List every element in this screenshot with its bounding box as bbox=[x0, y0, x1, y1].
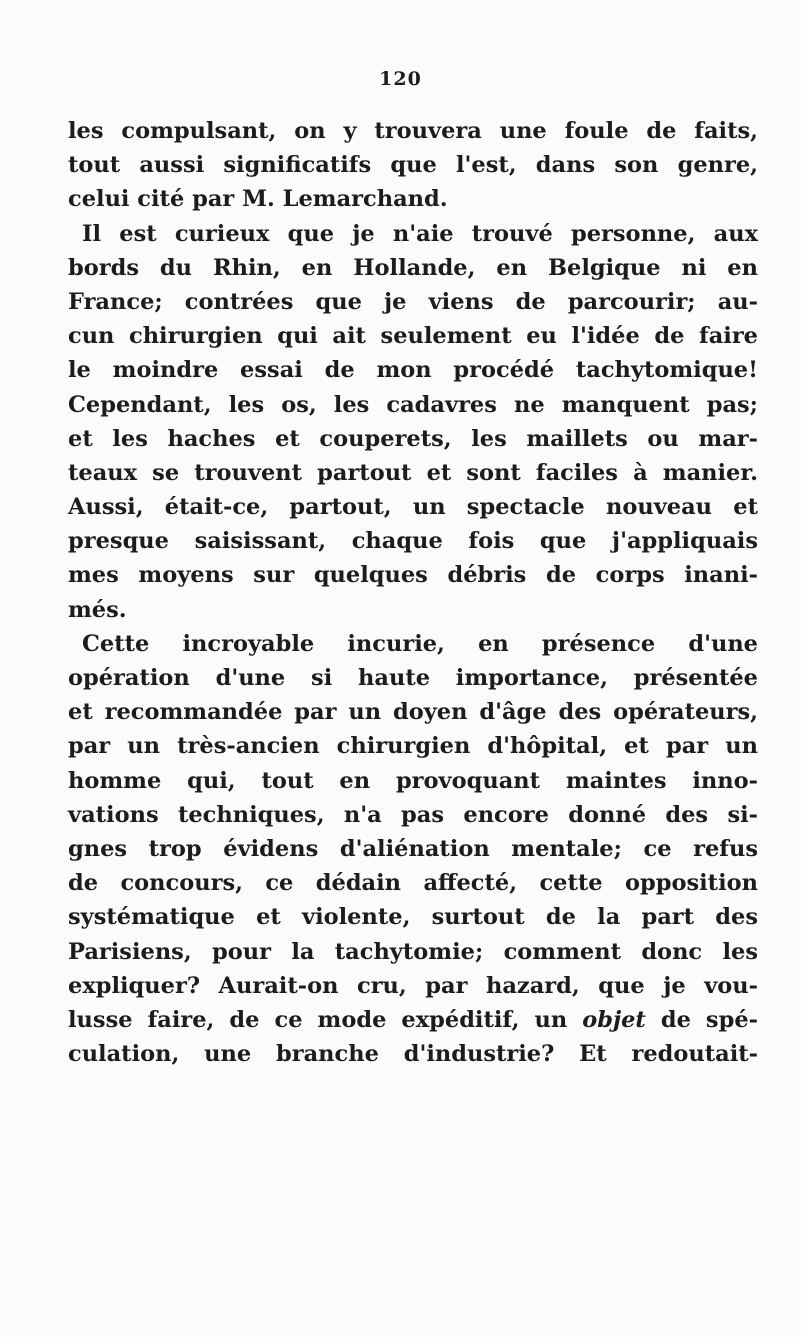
text-line: més. bbox=[68, 596, 127, 623]
text-line: vations techniques, n'a pas encore donné des si- bbox=[68, 801, 758, 828]
body-text bbox=[68, 114, 758, 1071]
page-number: 120 bbox=[379, 68, 422, 90]
text-line: bords du Rhin, en Hollande, en Belgique ni en bbox=[68, 254, 758, 281]
text-line: celui cité par M. Lemarchand. bbox=[68, 186, 448, 213]
text-line: France; contrées que je viens de parcourir; au- bbox=[68, 288, 758, 315]
text-line: de concours, ce dédain affecté, cette opposition bbox=[68, 870, 758, 897]
text-line: cun chirurgien qui ait seulement eu l'idée de faire bbox=[68, 323, 758, 350]
text-line: le moindre essai de mon procédé tachytomique! bbox=[68, 357, 758, 384]
text-line: Cependant, les os, les cadavres ne manquent pas; bbox=[68, 391, 758, 418]
text-line: mes moyens sur quelques débris de corps inani- bbox=[68, 562, 758, 589]
text-segment: de spé- bbox=[660, 1006, 758, 1033]
text-line: teaux se trouvent partout et sont faciles à manier. bbox=[68, 459, 758, 486]
italic-word: objet bbox=[582, 1006, 646, 1033]
text-line: Cette incroyable incurie, en présence d'une bbox=[82, 630, 758, 657]
text-line: systématique et violente, surtout de la part des bbox=[68, 904, 758, 931]
text-line: par un très-ancien chirurgien d'hôpital, et par un bbox=[68, 733, 758, 760]
text-line: presque saisissant, chaque fois que j'appliquais bbox=[68, 528, 758, 555]
text-line: Aussi, était-ce, partout, un spectacle nouveau et bbox=[68, 494, 758, 521]
text-line: expliquer? Aurait-on cru, par hazard, que je vou- bbox=[68, 972, 758, 999]
text-line: et les haches et couperets, les maillets ou mar- bbox=[68, 425, 758, 452]
text-segment: lusse faire, de ce mode expéditif, un bbox=[68, 1006, 568, 1033]
text-line: Parisiens, pour la tachytomie; comment donc les bbox=[68, 938, 758, 965]
text-line: gnes trop évidens d'aliénation mentale; ce refus bbox=[68, 835, 758, 862]
text-line: tout aussi significatifs que l'est, dans son genre, bbox=[68, 152, 758, 179]
text-line: culation, une branche d'industrie? Et redoutait- bbox=[68, 1041, 758, 1068]
text-line: homme qui, tout en provoquant maintes inno- bbox=[68, 767, 758, 794]
text-line: et recommandée par un doyen d'âge des opérateurs, bbox=[68, 699, 758, 726]
text-line: opération d'une si haute importance, présentée bbox=[68, 665, 758, 691]
text-line: Il est curieux que je n'aie trouvé personne, aux bbox=[82, 220, 758, 247]
text-line-with-italic bbox=[68, 1003, 758, 1037]
text-line: les compulsant, on y trouvera une foule de faits, bbox=[68, 118, 758, 144]
